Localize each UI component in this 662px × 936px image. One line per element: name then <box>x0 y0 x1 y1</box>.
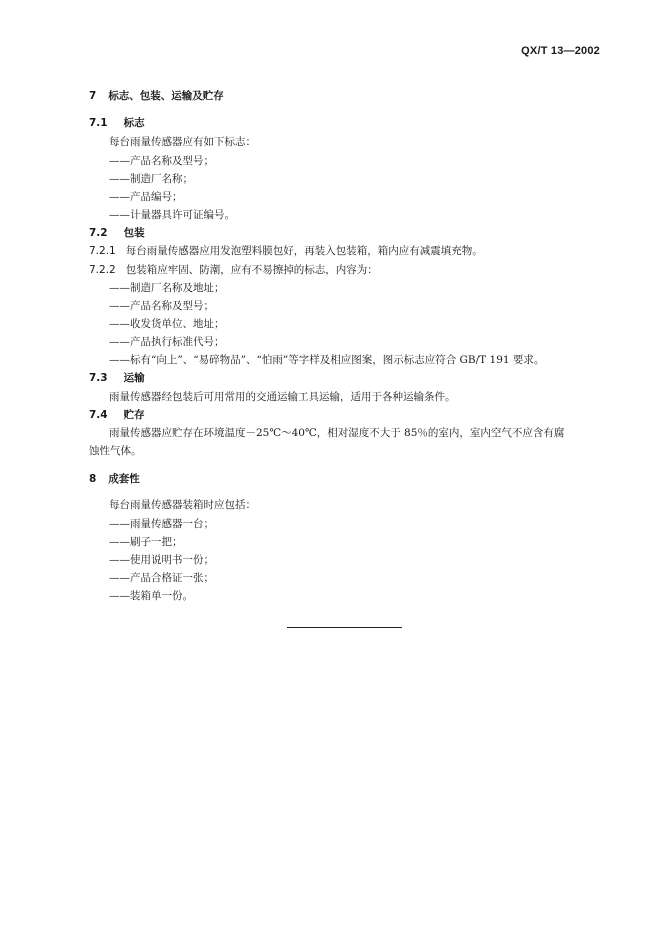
list-item: ——产品名称及型号； <box>109 300 214 312</box>
section-7-3-number: 7.3 <box>89 372 108 384</box>
section-7-2-title: 包装 <box>123 227 145 239</box>
section-7-2-1-paragraph <box>89 244 483 258</box>
list-item: ——标有“向上”、“易碎物品”、“怕雨”等字样及相应图案，图示标志应符合 GB/T 191 要求。 <box>109 354 545 366</box>
list-item: ——产品合格证一张； <box>109 572 214 584</box>
section-7-2-2-text: 包装箱应牢固、防潮，应有不易擦掉的标志，内容为： <box>125 264 378 276</box>
section-7-heading <box>89 89 224 103</box>
section-7-number: 7 <box>89 90 97 102</box>
section-7-1-number: 7.1 <box>89 117 108 129</box>
list-item: ——使用说明书一份； <box>109 554 214 566</box>
section-8-title: 成套性 <box>108 473 140 485</box>
section-7-2-number: 7.2 <box>89 227 108 239</box>
section-7-2-1-text: 每台雨量传感器应用发泡塑料膜包好，再装入包装箱，箱内应有减震填充物。 <box>125 245 483 257</box>
section-7-2-2-paragraph <box>89 263 378 277</box>
standard-code: QX/T 13—2002 <box>521 45 600 57</box>
section-7-2-1-number: 7.2.1 <box>89 245 116 257</box>
list-item: ——制造厂名称； <box>109 173 193 185</box>
end-rule <box>287 627 402 628</box>
section-7-3-text: 雨量传感器经包装后可用常用的交通运输工具运输，适用于各种运输条件。 <box>109 391 456 403</box>
section-7-title: 标志、包装、运输及贮存 <box>108 90 224 102</box>
section-8-heading <box>89 472 140 486</box>
list-item: ——产品名称及型号； <box>109 155 214 167</box>
section-8-intro: 每台雨量传感器装箱时应包括： <box>109 499 256 511</box>
list-item: ——雨量传感器一台； <box>109 518 214 530</box>
section-7-4-text-line-1: 雨量传感器应贮存在环境温度－25℃～40℃，相对湿度不大于 85％的室内，室内空气不应含有腐 <box>109 427 565 439</box>
section-7-2-heading <box>89 226 145 240</box>
list-item: ——刷子一把； <box>109 536 183 548</box>
section-7-4-text-line-2: 蚀性气体。 <box>89 445 142 457</box>
section-8-number: 8 <box>89 473 97 485</box>
section-7-3-title: 运输 <box>123 372 145 384</box>
list-item: ——收发货单位、地址； <box>109 318 225 330</box>
list-item: ——装箱单一份。 <box>109 590 193 602</box>
section-7-1-intro: 每台雨量传感器应有如下标志： <box>109 136 256 148</box>
section-7-1-title: 标志 <box>123 117 145 129</box>
list-item: ——产品执行标准代号； <box>109 336 225 348</box>
section-7-4-heading <box>89 408 145 422</box>
section-7-1-heading <box>89 116 145 130</box>
list-item: ——产品编号； <box>109 191 183 203</box>
section-7-3-heading <box>89 371 145 385</box>
list-item: ——计量器具许可证编号。 <box>109 209 235 221</box>
section-7-2-2-number: 7.2.2 <box>89 264 116 276</box>
section-7-4-number: 7.4 <box>89 409 108 421</box>
section-7-4-title: 贮存 <box>123 409 145 421</box>
list-item: ——制造厂名称及地址； <box>109 282 225 294</box>
